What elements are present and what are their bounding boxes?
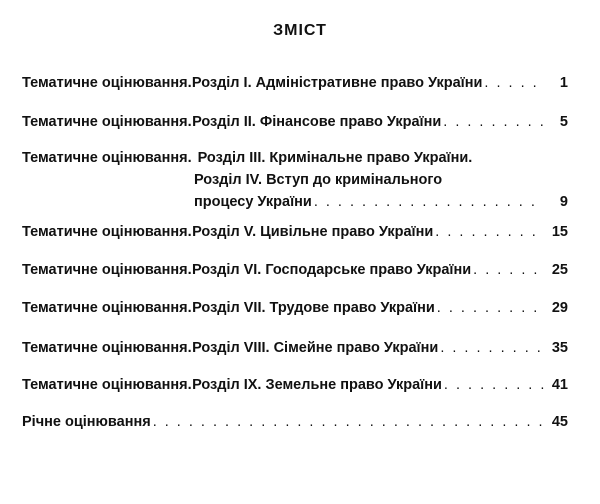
toc-entry-continuation [22,169,568,191]
toc-entry-row [22,221,568,243]
toc-entry-prefix: Тематичне оцінювання. [22,262,192,278]
toc-entry-title: Розділ VIII. Сімейне право України [192,340,439,356]
toc-entry-page: 25 [551,262,568,278]
toc-entry-row [22,111,568,133]
toc-entry-prefix: Тематичне оцінювання. [22,377,192,393]
toc-entry-page: 1 [559,75,568,91]
toc-entry-title: Розділ VII. Трудове право України [192,300,435,316]
toc-entry-5[interactable] [22,259,568,281]
dot-leader [435,221,544,243]
dot-leader [444,374,544,396]
toc-entry-title: Розділ V. Цивільне право України [192,224,434,240]
toc-entry-continuation [22,191,568,213]
toc-entry-title: Розділ І. Адміністративне право України [191,75,483,91]
toc-entry-prefix: Тематичне оцінювання. [22,300,192,316]
toc-entry-3[interactable] [22,147,568,213]
toc-entry-row [22,72,568,94]
toc-entry-prefix: Тематичне оцінювання. [22,224,192,240]
toc-entry-title-line-3: процесу України [194,194,312,210]
toc-entry-prefix: Тематичне оцінювання. [22,150,192,166]
toc-entry-prefix: Тематичне оцінювання. [22,114,192,130]
toc-entry-2[interactable] [22,111,568,133]
toc-entry-4[interactable] [22,221,568,243]
dot-leader [314,191,544,213]
toc-entry-title: Річне оцінювання [22,414,151,430]
toc-entry-title-line-2: Розділ IV. Вступ до кримінального [194,172,443,188]
toc-heading: ЗМІСТ [273,22,327,39]
toc-entry-row [22,337,568,359]
toc-entry-page: 5 [559,114,568,130]
toc-entry-row [22,147,568,169]
dot-leader [440,337,544,359]
toc-entry-prefix: Тематичне оцінювання. [22,340,192,356]
toc-entry-title-line-1: Розділ ІІІ. Кримінальне право України. [197,150,473,166]
toc-entry-row [22,411,568,433]
dot-leader [473,259,544,281]
toc-entry-row [22,259,568,281]
toc-entry-page: 35 [551,340,568,356]
dot-leader [484,72,544,94]
toc-entry-page: 45 [551,414,568,430]
toc-entry-title: Розділ IX. Земельне право України [192,377,442,393]
dot-leader [437,297,544,319]
toc-entry-title: Розділ ІІ. Фінансове право України [192,114,442,130]
toc-entry-title: Розділ VI. Господарське право України [191,262,472,278]
toc-entry-9[interactable] [22,411,568,433]
toc-entry-page: 41 [551,377,568,393]
toc-entry-page: 29 [551,300,568,316]
toc-entry-1[interactable] [22,72,568,94]
dot-leader [443,111,544,133]
toc-entry-row [22,374,568,396]
toc-entry-8[interactable] [22,374,568,396]
toc-entry-6[interactable] [22,297,568,319]
toc-entry-7[interactable] [22,337,568,359]
toc-entry-row [22,297,568,319]
toc-entry-prefix: Тематичне оцінювання. [22,75,192,91]
toc-entry-page: 9 [559,194,568,210]
toc-entry-page: 15 [551,224,568,240]
dot-leader [153,411,544,433]
